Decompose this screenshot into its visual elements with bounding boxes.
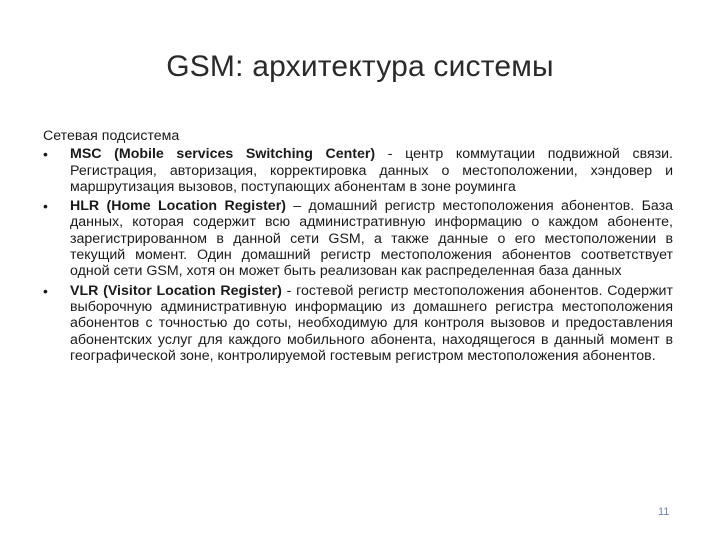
- page-number: 11: [658, 506, 670, 518]
- section-heading: Сетевая подсистема: [43, 128, 180, 144]
- bullet-body-vlr: Содержит выборочную административную информацию из домашнего регистра местоположения абонентов с точностью до соты, необходимую для контроля вызовов и предоставления абонентских услуг для каждого мобильного абонента, находящегося в данный момент в географической зоне, контролируемой гостевым регистром местоположения абонентов.: [70, 282, 673, 364]
- bullet-list: [43, 146, 673, 364]
- slide-content: [43, 128, 673, 367]
- bullet-marker: •: [43, 282, 48, 299]
- bullet-lead-hlr: домашний регистр местоположения абонентов.: [308, 198, 635, 215]
- bullet-dash: –: [285, 198, 309, 215]
- bullet-marker: •: [43, 198, 48, 215]
- bullet-item-msc: [43, 146, 673, 195]
- bullet-body-msc: Регистрация, авторизация, корректировка данных о местоположении, хэндовер и маршрутизация вызовов, поступающих абонентам в зоне роуминга: [70, 162, 673, 195]
- bullet-lead-msc: центр коммутации подвижной связи.: [405, 146, 673, 163]
- bullet-term-msc: MSC (Mobile services Switching Center): [70, 146, 376, 163]
- bullet-term-vlr: VLR (Visitor Location Register): [70, 282, 282, 299]
- bullet-dash: -: [281, 282, 297, 299]
- bullet-body-hlr: База данных, которая содержит всю административную информацию о каждом абоненте, зарегистрированном в данной сети GSM, а также данные о его местоположении в текущий момент. Один домашний регистр местоположения абонентов соответствует одной сети GSM, хотя он может быть реализован как распределенная база данных: [70, 198, 674, 280]
- bullet-lead-vlr: гостевой регистр местоположения абонентов.: [296, 282, 603, 299]
- bullet-marker: •: [43, 146, 48, 163]
- bullet-item-hlr: [43, 198, 673, 279]
- bullet-dash: -: [375, 146, 406, 163]
- bullet-item-vlr: [43, 283, 673, 364]
- slide-title: GSM: архитектура системы: [166, 50, 554, 83]
- bullet-term-hlr: HLR (Home Location Register): [70, 198, 286, 215]
